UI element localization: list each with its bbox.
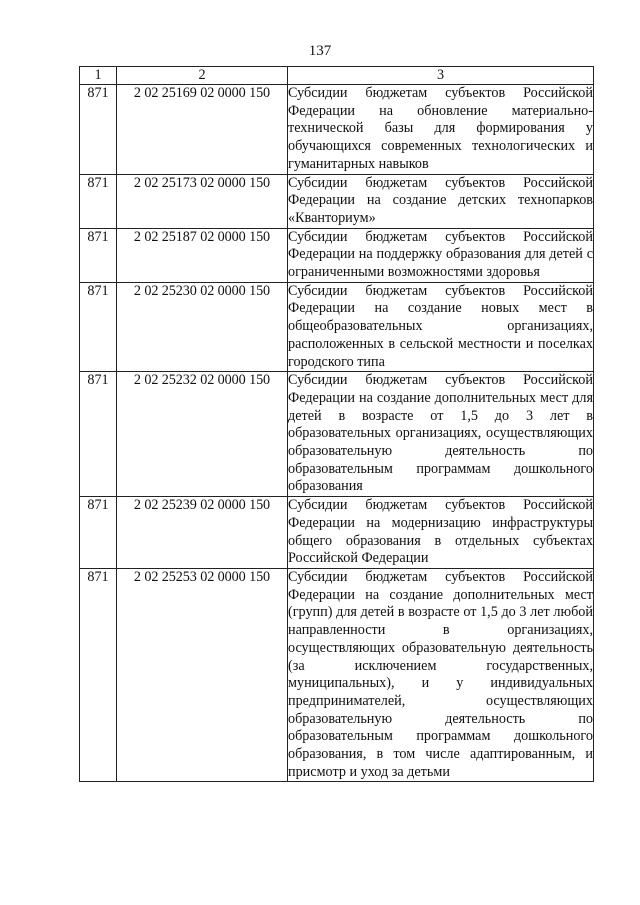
revenue-name-cell: Субсидии бюджетам субъектов Российской Федерации на создание новых мест в общеобразовательных организациях, расположенных в сельской местности и поселках городского типа — [288, 282, 594, 372]
header-col-2: 2 — [117, 67, 288, 85]
table-row — [80, 282, 594, 372]
admin-code-cell: 871 — [80, 282, 117, 372]
budget-code-cell: 2 02 25173 02 0000 150 — [117, 174, 288, 228]
budget-code-cell: 2 02 25232 02 0000 150 — [117, 372, 288, 497]
table-row — [80, 568, 594, 781]
table-header-row — [80, 67, 594, 85]
admin-code-cell: 871 — [80, 497, 117, 569]
admin-code-cell: 871 — [80, 372, 117, 497]
revenue-name-cell: Субсидии бюджетам субъектов Российской Федерации на создание детских технопарков «Кванториум» — [288, 174, 594, 228]
table-row — [80, 85, 594, 175]
page-number: 137 — [308, 43, 332, 59]
table-row — [80, 228, 594, 282]
admin-code-cell: 871 — [80, 85, 117, 175]
admin-code-cell: 871 — [80, 228, 117, 282]
table-row — [80, 174, 594, 228]
budget-code-cell: 2 02 25239 02 0000 150 — [117, 497, 288, 569]
revenue-name-cell: Субсидии бюджетам субъектов Российской Федерации на создание дополнительных мест (групп) для детей в возрасте от 1,5 до 3 лет любой направленности в организациях, осуществляющих образовательную деятельность (за исключением государственных, муниципальных), и у индивидуальных предпринимателей, осуществляющих образовательную деятельность по образовательным программам дошкольного образования, в том числе адаптированным, и присмотр и уход за детьми — [288, 568, 594, 781]
budget-code-cell: 2 02 25187 02 0000 150 — [117, 228, 288, 282]
admin-code-cell: 871 — [80, 174, 117, 228]
table-row — [80, 372, 594, 497]
budget-code-cell: 2 02 25253 02 0000 150 — [117, 568, 288, 781]
header-col-1: 1 — [80, 67, 117, 85]
revenue-name-cell: Субсидии бюджетам субъектов Российской Федерации на поддержку образования для детей с ограниченными возможностями здоровья — [288, 228, 594, 282]
table-row — [80, 497, 594, 569]
header-col-3: 3 — [288, 67, 594, 85]
budget-code-cell: 2 02 25230 02 0000 150 — [117, 282, 288, 372]
budget-code-cell: 2 02 25169 02 0000 150 — [117, 85, 288, 175]
admin-code-cell: 871 — [80, 568, 117, 781]
revenue-name-cell: Субсидии бюджетам субъектов Российской Федерации на обновление материально-технической базы для формирования у обучающихся современных технологических и гуманитарных навыков — [288, 85, 594, 175]
revenue-name-cell: Субсидии бюджетам субъектов Российской Федерации на создание дополнительных мест для детей в возрасте от 1,5 до 3 лет в образовательных организациях, осуществляющих образовательную деятельность по образовательным программам дошкольного образования — [288, 372, 594, 497]
revenue-name-cell: Субсидии бюджетам субъектов Российской Федерации на модернизацию инфраструктуры общего образования в отдельных субъектах Российской Федерации — [288, 497, 594, 569]
budget-classification-table — [79, 66, 594, 782]
